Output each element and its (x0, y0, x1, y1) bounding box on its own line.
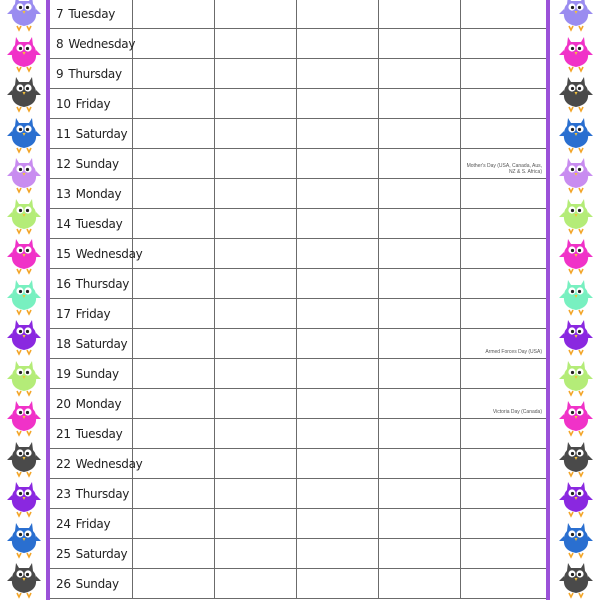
calendar-row (50, 0, 546, 29)
entry-cell[interactable] (132, 539, 214, 569)
entry-cell[interactable] (460, 299, 546, 329)
calendar-row (50, 389, 546, 419)
entry-cell[interactable] (296, 179, 378, 209)
day-name: Thursday (75, 276, 130, 291)
day-name: Thursday (75, 486, 130, 501)
entry-cell[interactable] (132, 29, 214, 59)
entry-cell[interactable] (378, 209, 460, 239)
day-cell[interactable] (50, 509, 132, 539)
day-name: Friday (75, 306, 111, 321)
calendar-row (50, 479, 546, 509)
owl-icon (559, 0, 593, 32)
day-name: Monday (75, 186, 122, 201)
holiday-note: Armed Forces Day (USA) (485, 349, 542, 355)
day-name: Sunday (75, 366, 119, 381)
entry-cell[interactable] (460, 149, 546, 179)
entry-cell[interactable] (214, 149, 296, 179)
entry-cell[interactable] (132, 269, 214, 299)
owl-icon (559, 478, 593, 518)
entry-cell[interactable] (378, 299, 460, 329)
entry-cell[interactable] (214, 419, 296, 449)
entry-cell[interactable] (214, 479, 296, 509)
owl-icon (7, 316, 41, 356)
day-cell[interactable] (50, 449, 143, 479)
owl-icon (7, 276, 41, 316)
entry-cell[interactable] (132, 389, 214, 419)
day-cell[interactable] (50, 29, 136, 59)
owl-icon (559, 33, 593, 73)
day-name: Sunday (75, 156, 119, 171)
owl-icon (559, 276, 593, 316)
entry-cell[interactable] (378, 29, 460, 59)
day-cell[interactable] (50, 389, 132, 419)
day-name: Friday (75, 96, 111, 111)
entry-cell[interactable] (378, 539, 460, 569)
calendar-row (50, 89, 546, 119)
entry-cell[interactable] (460, 449, 546, 479)
entry-cell[interactable] (214, 29, 296, 59)
owl-icon (7, 397, 41, 437)
owl-icon (559, 519, 593, 559)
entry-cell[interactable] (132, 119, 214, 149)
day-number: 10 (56, 96, 71, 111)
entry-cell[interactable] (460, 419, 546, 449)
entry-cell[interactable] (296, 569, 378, 599)
day-name: Thursday (68, 66, 122, 81)
holiday-note: Mother's Day (USA, Canada, Aus, NZ & S. Africa) (466, 163, 542, 175)
day-cell[interactable] (50, 89, 132, 119)
calendar-row (50, 149, 546, 179)
entry-cell[interactable] (132, 449, 214, 479)
entry-cell[interactable] (214, 389, 296, 419)
entry-cell[interactable] (460, 359, 546, 389)
entry-cell[interactable] (460, 59, 546, 89)
owl-icon (7, 438, 41, 478)
day-cell[interactable] (50, 59, 132, 89)
day-name: Sunday (75, 576, 119, 591)
entry-cell[interactable] (378, 119, 460, 149)
entry-cell[interactable] (460, 119, 546, 149)
entry-cell[interactable] (132, 569, 214, 599)
day-number: 9 (56, 66, 64, 81)
entry-cell[interactable] (214, 209, 296, 239)
entry-cell[interactable] (214, 509, 296, 539)
owl-icon (559, 195, 593, 235)
calendar-table (50, 0, 546, 599)
day-number: 8 (56, 36, 64, 51)
owl-icon (7, 478, 41, 518)
calendar-row (50, 299, 546, 329)
calendar-row (50, 29, 546, 59)
day-cell[interactable] (50, 269, 132, 299)
entry-cell[interactable] (378, 449, 460, 479)
day-cell[interactable] (50, 149, 132, 179)
entry-cell[interactable] (378, 239, 460, 269)
entry-cell[interactable] (378, 569, 460, 599)
entry-cell[interactable] (460, 209, 546, 239)
calendar-row (50, 59, 546, 89)
entry-cell[interactable] (460, 569, 546, 599)
entry-cell[interactable] (378, 419, 460, 449)
entry-cell[interactable] (214, 89, 296, 119)
day-number: 17 (56, 306, 71, 321)
entry-cell[interactable] (378, 89, 460, 119)
entry-cell[interactable] (378, 179, 460, 209)
entry-cell[interactable] (132, 419, 214, 449)
day-cell[interactable] (50, 209, 132, 239)
entry-cell[interactable] (460, 539, 546, 569)
day-number: 22 (56, 456, 71, 471)
entry-cell[interactable] (214, 269, 296, 299)
entry-cell[interactable] (460, 269, 546, 299)
day-number: 7 (56, 7, 64, 21)
entry-cell[interactable] (296, 119, 378, 149)
entry-cell[interactable] (214, 239, 296, 269)
holiday-note: Victoria Day (Canada) (492, 409, 542, 415)
owl-icon (7, 0, 41, 32)
calendar-row (50, 449, 546, 479)
entry-cell[interactable] (132, 509, 214, 539)
calendar-row (50, 539, 546, 569)
day-cell[interactable] (50, 299, 132, 329)
entry-cell[interactable] (460, 479, 546, 509)
purple-border-right (546, 0, 550, 600)
entry-cell[interactable] (214, 449, 296, 479)
day-cell[interactable] (50, 569, 132, 599)
owl-icon (7, 33, 41, 73)
owl-icon (7, 154, 41, 194)
day-name: Tuesday (68, 7, 116, 21)
day-number: 15 (56, 246, 71, 261)
left-owl-border (0, 0, 48, 600)
entry-cell[interactable] (378, 149, 460, 179)
day-cell[interactable] (50, 329, 132, 359)
owl-icon (7, 114, 41, 154)
day-name: Saturday (75, 546, 128, 561)
entry-cell[interactable] (132, 299, 214, 329)
day-cell[interactable] (50, 119, 132, 149)
owl-icon (559, 559, 593, 599)
entry-cell[interactable] (296, 359, 378, 389)
day-name: Saturday (75, 336, 128, 351)
owl-icon (7, 559, 41, 599)
day-cell[interactable] (50, 539, 132, 569)
day-number: 26 (56, 576, 71, 591)
entry-cell[interactable] (214, 299, 296, 329)
entry-cell[interactable] (132, 179, 214, 209)
entry-cell[interactable] (132, 329, 214, 359)
entry-cell[interactable] (214, 359, 296, 389)
entry-cell[interactable] (378, 389, 460, 419)
calendar-row (50, 209, 546, 239)
calendar-row (50, 569, 546, 599)
entry-cell[interactable] (214, 59, 296, 89)
entry-cell[interactable] (460, 239, 546, 269)
entry-cell[interactable] (296, 299, 378, 329)
entry-cell[interactable] (214, 179, 296, 209)
calendar-row (50, 359, 546, 389)
entry-cell[interactable] (132, 149, 214, 179)
day-name: Monday (75, 396, 122, 411)
calendar-row (50, 419, 546, 449)
day-number: 14 (56, 216, 71, 231)
entry-cell[interactable] (460, 179, 546, 209)
entry-cell[interactable] (460, 0, 546, 29)
day-cell[interactable] (50, 0, 132, 29)
day-name: Wednesday (75, 246, 143, 261)
day-number: 18 (56, 336, 71, 351)
entry-cell[interactable] (460, 509, 546, 539)
entry-cell[interactable] (378, 509, 460, 539)
owl-icon (7, 73, 41, 113)
entry-cell[interactable] (296, 269, 378, 299)
owl-icon (7, 519, 41, 559)
day-number: 12 (56, 156, 71, 171)
entry-cell[interactable] (460, 89, 546, 119)
entry-cell[interactable] (460, 29, 546, 59)
calendar-row (50, 119, 546, 149)
calendar-row (50, 179, 546, 209)
entry-cell[interactable] (378, 479, 460, 509)
day-number: 20 (56, 396, 71, 411)
entry-cell[interactable] (214, 569, 296, 599)
entry-cell[interactable] (378, 359, 460, 389)
day-number: 11 (56, 126, 71, 141)
entry-cell[interactable] (296, 389, 378, 419)
day-cell[interactable] (50, 179, 132, 209)
entry-cell[interactable] (214, 119, 296, 149)
entry-cell[interactable] (296, 29, 378, 59)
day-cell[interactable] (50, 419, 132, 449)
day-number: 23 (56, 486, 71, 501)
entry-cell[interactable] (214, 329, 296, 359)
day-cell[interactable] (50, 479, 132, 509)
calendar-row (50, 509, 546, 539)
entry-cell[interactable] (296, 329, 378, 359)
entry-cell[interactable] (460, 389, 546, 419)
day-name: Wednesday (68, 36, 136, 51)
calendar-row (50, 329, 546, 359)
day-number: 13 (56, 186, 71, 201)
entry-cell[interactable] (132, 209, 214, 239)
calendar-row (50, 239, 546, 269)
entry-cell[interactable] (296, 509, 378, 539)
entry-cell[interactable] (460, 329, 546, 359)
entry-cell[interactable] (378, 269, 460, 299)
day-cell[interactable] (50, 359, 132, 389)
day-number: 25 (56, 546, 71, 561)
owl-icon (559, 73, 593, 113)
owl-icon (7, 235, 41, 275)
owl-icon (559, 114, 593, 154)
entry-cell[interactable] (132, 89, 214, 119)
calendar-row (50, 269, 546, 299)
entry-cell[interactable] (296, 209, 378, 239)
entry-cell[interactable] (132, 359, 214, 389)
owl-icon (559, 397, 593, 437)
entry-cell[interactable] (132, 479, 214, 509)
day-number: 19 (56, 366, 71, 381)
entry-cell[interactable] (296, 149, 378, 179)
right-owl-border (552, 0, 600, 600)
entry-cell[interactable] (214, 539, 296, 569)
entry-cell[interactable] (296, 449, 378, 479)
day-number: 16 (56, 276, 71, 291)
day-name: Saturday (75, 126, 128, 141)
entry-cell[interactable] (378, 59, 460, 89)
entry-cell[interactable] (296, 419, 378, 449)
day-name: Tuesday (75, 216, 123, 231)
owl-icon (559, 438, 593, 478)
owl-icon (559, 154, 593, 194)
day-number: 24 (56, 516, 71, 531)
day-cell[interactable] (50, 239, 143, 269)
owl-icon (7, 195, 41, 235)
entry-cell[interactable] (214, 0, 296, 29)
entry-cell[interactable] (296, 539, 378, 569)
entry-cell[interactable] (378, 0, 460, 29)
entry-cell[interactable] (296, 89, 378, 119)
entry-cell[interactable] (132, 0, 214, 29)
day-name: Tuesday (75, 426, 123, 441)
entry-cell[interactable] (296, 239, 378, 269)
entry-cell[interactable] (296, 479, 378, 509)
owl-icon (7, 357, 41, 397)
owl-icon (559, 235, 593, 275)
owl-icon (559, 357, 593, 397)
day-name: Friday (75, 516, 111, 531)
day-number: 21 (56, 426, 71, 441)
entry-cell[interactable] (296, 59, 378, 89)
entry-cell[interactable] (132, 239, 214, 269)
entry-cell[interactable] (296, 0, 378, 29)
owl-icon (559, 316, 593, 356)
day-name: Wednesday (75, 456, 143, 471)
entry-cell[interactable] (132, 59, 214, 89)
entry-cell[interactable] (378, 329, 460, 359)
